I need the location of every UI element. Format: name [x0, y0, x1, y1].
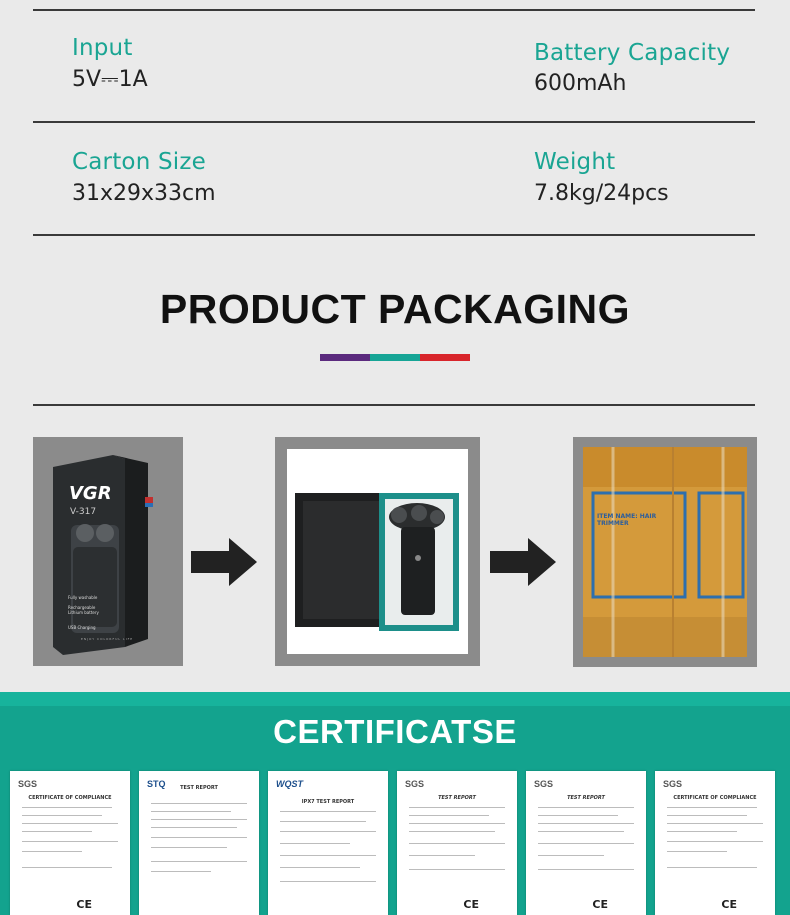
cert-logo-6: SGS	[663, 779, 683, 789]
arrow-right-icon	[191, 538, 257, 590]
cert-logo-3: WQST	[276, 779, 303, 789]
ce-mark-icon-4: CE	[721, 898, 737, 911]
weight-value: 7.8kg/24pcs	[534, 181, 669, 206]
certificate-card-2	[139, 771, 259, 915]
battery-capacity-value: 600mAh	[534, 71, 627, 96]
ce-mark-icon-2: CE	[463, 898, 479, 911]
accent-bar-teal	[370, 354, 420, 361]
divider-specs-bottom	[33, 234, 755, 236]
cert-title-4: TEST REPORT	[438, 795, 476, 801]
battery-capacity-label: Battery Capacity	[534, 40, 731, 66]
cert-title-1: CERTIFICATE OF COMPLIANCE	[28, 795, 112, 801]
divider-packaging	[33, 404, 755, 406]
packaging-title: PRODUCT PACKAGING	[159, 286, 631, 332]
cert-title-5: TEST REPORT	[567, 795, 605, 801]
cert-logo-1: SGS	[18, 779, 38, 789]
cert-title-2: TEST REPORT	[180, 785, 218, 791]
carton-print-text: ITEM NAME: HAIR TRIMMER	[597, 513, 657, 527]
box-brand-text: VGR	[69, 483, 112, 504]
carton-size-label: Carton Size	[72, 149, 207, 175]
box-feature-3: USB Charging	[68, 625, 96, 630]
carton-size-value: 31x29x33cm	[72, 181, 216, 206]
retail-box-photo	[33, 437, 183, 666]
box-feature-2: Rechargeable Lithium battery	[68, 605, 99, 615]
shipping-carton-photo	[573, 437, 757, 667]
cert-title-6: CERTIFICATE OF COMPLIANCE	[673, 795, 757, 801]
box-slogan: ENJOY COLORFUL LIFE	[81, 637, 134, 641]
certificates-title: CERTIFICATSE	[273, 713, 517, 750]
divider-specs-middle	[33, 121, 755, 123]
certificate-card-4	[397, 771, 517, 915]
certificate-card-6	[655, 771, 775, 915]
cert-logo-5: SGS	[534, 779, 554, 789]
certificate-card-5	[526, 771, 646, 915]
arrow-right-icon-2	[490, 538, 556, 590]
input-value: 5V⎓1A	[72, 67, 148, 92]
box-feature-1: Fully washable	[68, 595, 98, 600]
ce-mark-icon-3: CE	[592, 898, 608, 911]
accent-bar-purple	[320, 354, 370, 361]
cert-title-3: IPX7 TEST REPORT	[301, 799, 355, 805]
accent-bar-red	[420, 354, 470, 361]
ce-mark-icon: CE	[76, 898, 92, 911]
box-model-text: V-317	[70, 507, 97, 517]
open-box-photo	[275, 437, 480, 666]
weight-label: Weight	[534, 149, 616, 175]
divider-top	[33, 9, 755, 11]
certificate-card-3	[268, 771, 388, 915]
cert-logo-2: STQ	[147, 779, 166, 789]
certificate-card-1	[10, 771, 130, 915]
input-label: Input	[72, 35, 133, 61]
cert-logo-4: SGS	[405, 779, 425, 789]
